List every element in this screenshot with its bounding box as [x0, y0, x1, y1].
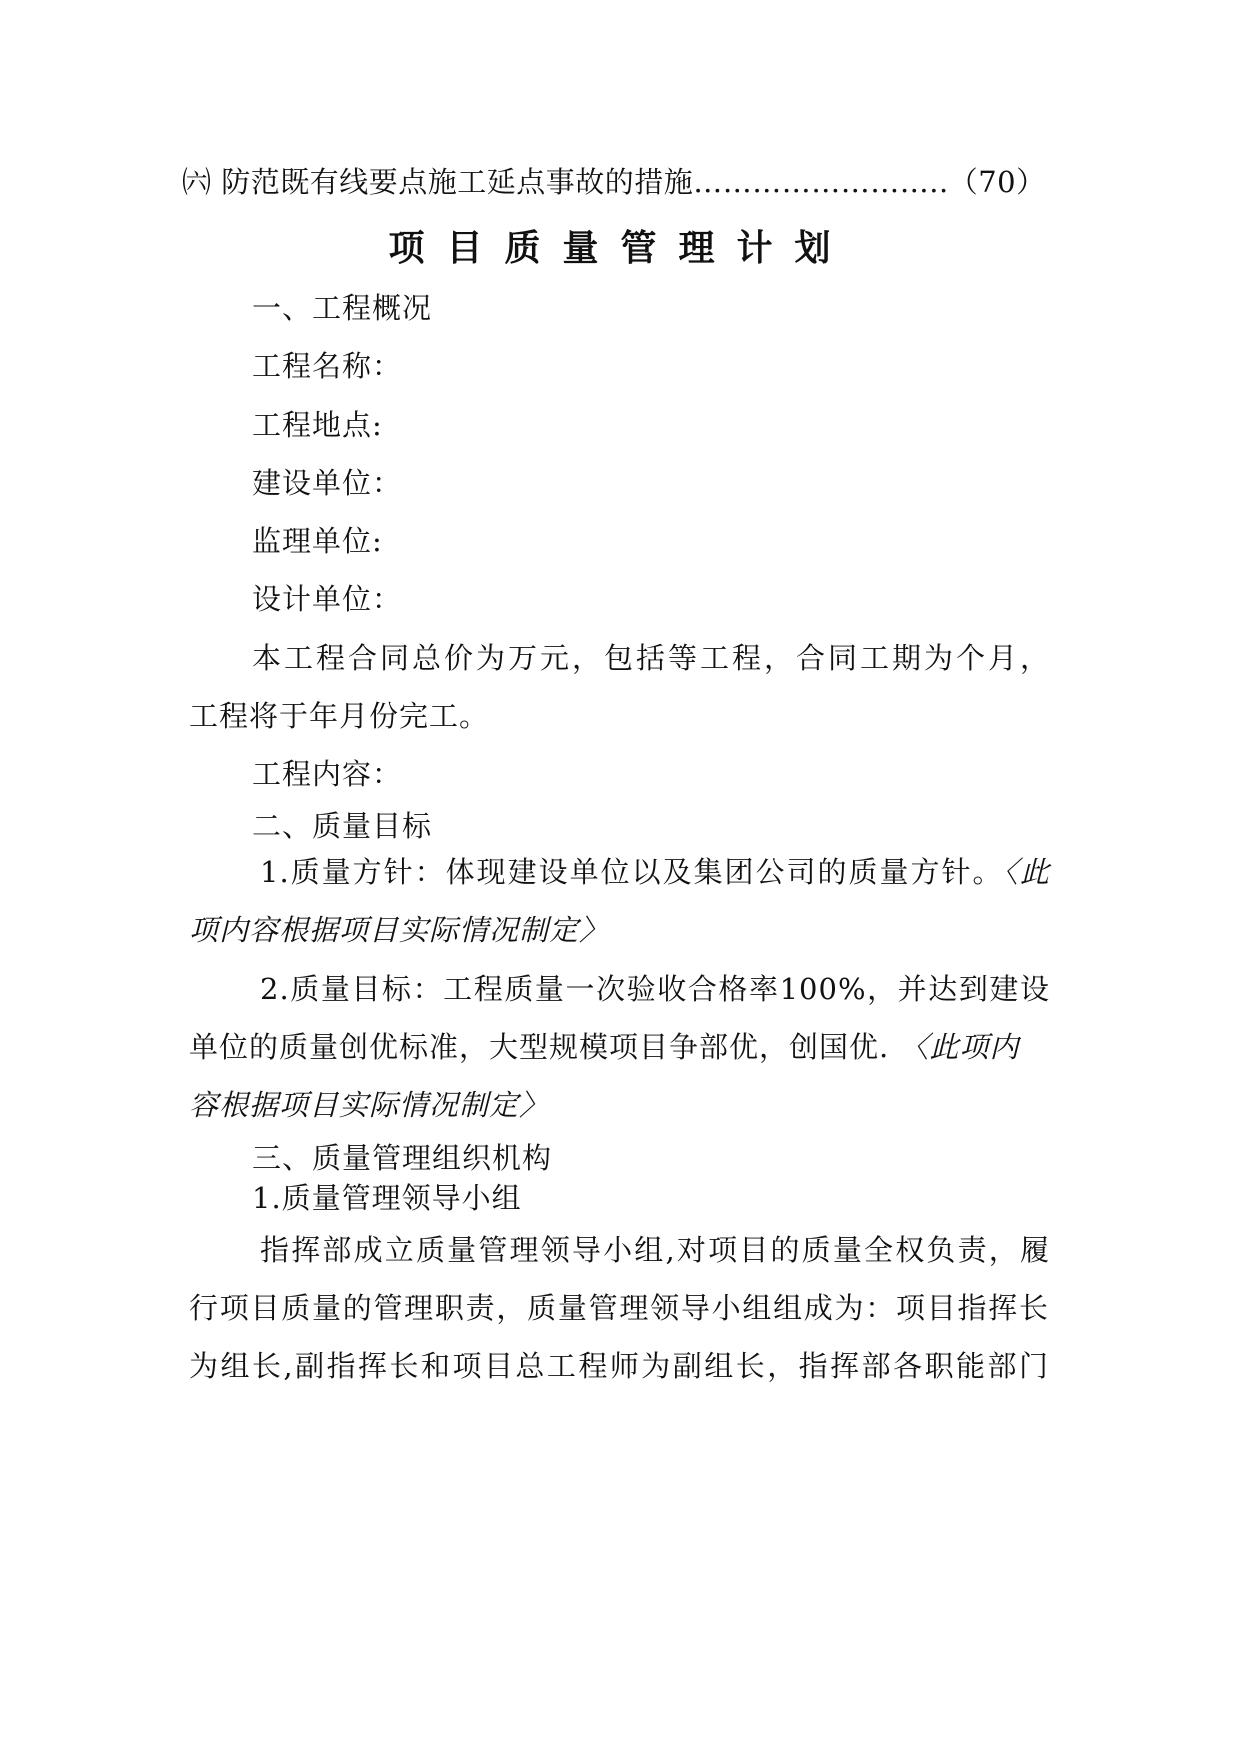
toc-entry [182, 164, 1046, 200]
organization-paragraph-line-1: 指挥部成立质量管理领导小组,对项目的质量全权负责，履 [260, 1233, 1050, 1267]
quality-policy-text: 1.质量方针：体现建设单位以及集团公司的质量方针。 [260, 855, 1004, 889]
quality-goal-text: 单位的质量创优标准，大型规模项目争部优，创国优. [189, 1030, 890, 1064]
quality-policy-line-1 [260, 854, 1050, 890]
project-content-label: 工程内容： [252, 757, 403, 791]
quality-policy-note-cont: 项内容根据项目实际情况制定〉 [189, 913, 610, 947]
subsection-heading-leadership-group: 1.质量管理领导小组 [252, 1181, 522, 1215]
contract-paragraph-line-1: 本工程合同总价为万元，包括等工程，合同工期为个月， [252, 641, 1050, 675]
quality-goal-line-1: 2.质量目标：工程质量一次验收合格率100%，并达到建设 [260, 972, 1050, 1006]
project-location-label: 工程地点: [252, 408, 383, 442]
document-title: 项目质量管理计划 [388, 227, 853, 269]
project-name-label: 工程名称： [252, 349, 403, 383]
section-heading-quality-goals: 二、质量目标 [252, 809, 433, 843]
quality-goal-note: 〈此项内 [899, 1030, 1020, 1064]
toc-text: 防范既有线要点施工延点事故的措施 [221, 165, 694, 199]
construction-unit-label: 建设单位： [252, 466, 403, 500]
quality-policy-line-2 [189, 912, 609, 948]
organization-paragraph-line-3: 为组长,副指挥长和项目总工程师为副组长，指挥部各职能部门 [189, 1349, 1049, 1383]
contract-paragraph-line-2: 工程将于年月份完工。 [189, 699, 490, 733]
toc-leader: …………………….. [693, 165, 949, 199]
supervision-unit-label: 监理单位: [252, 524, 383, 558]
design-unit-label: 设计单位： [252, 582, 403, 616]
toc-marker: ㈥ [182, 165, 212, 199]
toc-page-number: （70） [948, 165, 1046, 199]
quality-goal-line-2 [189, 1029, 1049, 1065]
section-heading-organization: 三、质量管理组织机构 [252, 1141, 553, 1175]
quality-goal-note-cont: 容根据项目实际情况制定〉 [189, 1088, 550, 1122]
organization-paragraph-line-2: 行项目质量的管理职责，质量管理领导小组组成为：项目指挥长 [189, 1291, 1049, 1325]
section-heading-overview: 一、工程概况 [252, 291, 433, 325]
quality-goal-line-3 [189, 1087, 549, 1123]
quality-policy-note: 〈此 [1003, 855, 1050, 889]
